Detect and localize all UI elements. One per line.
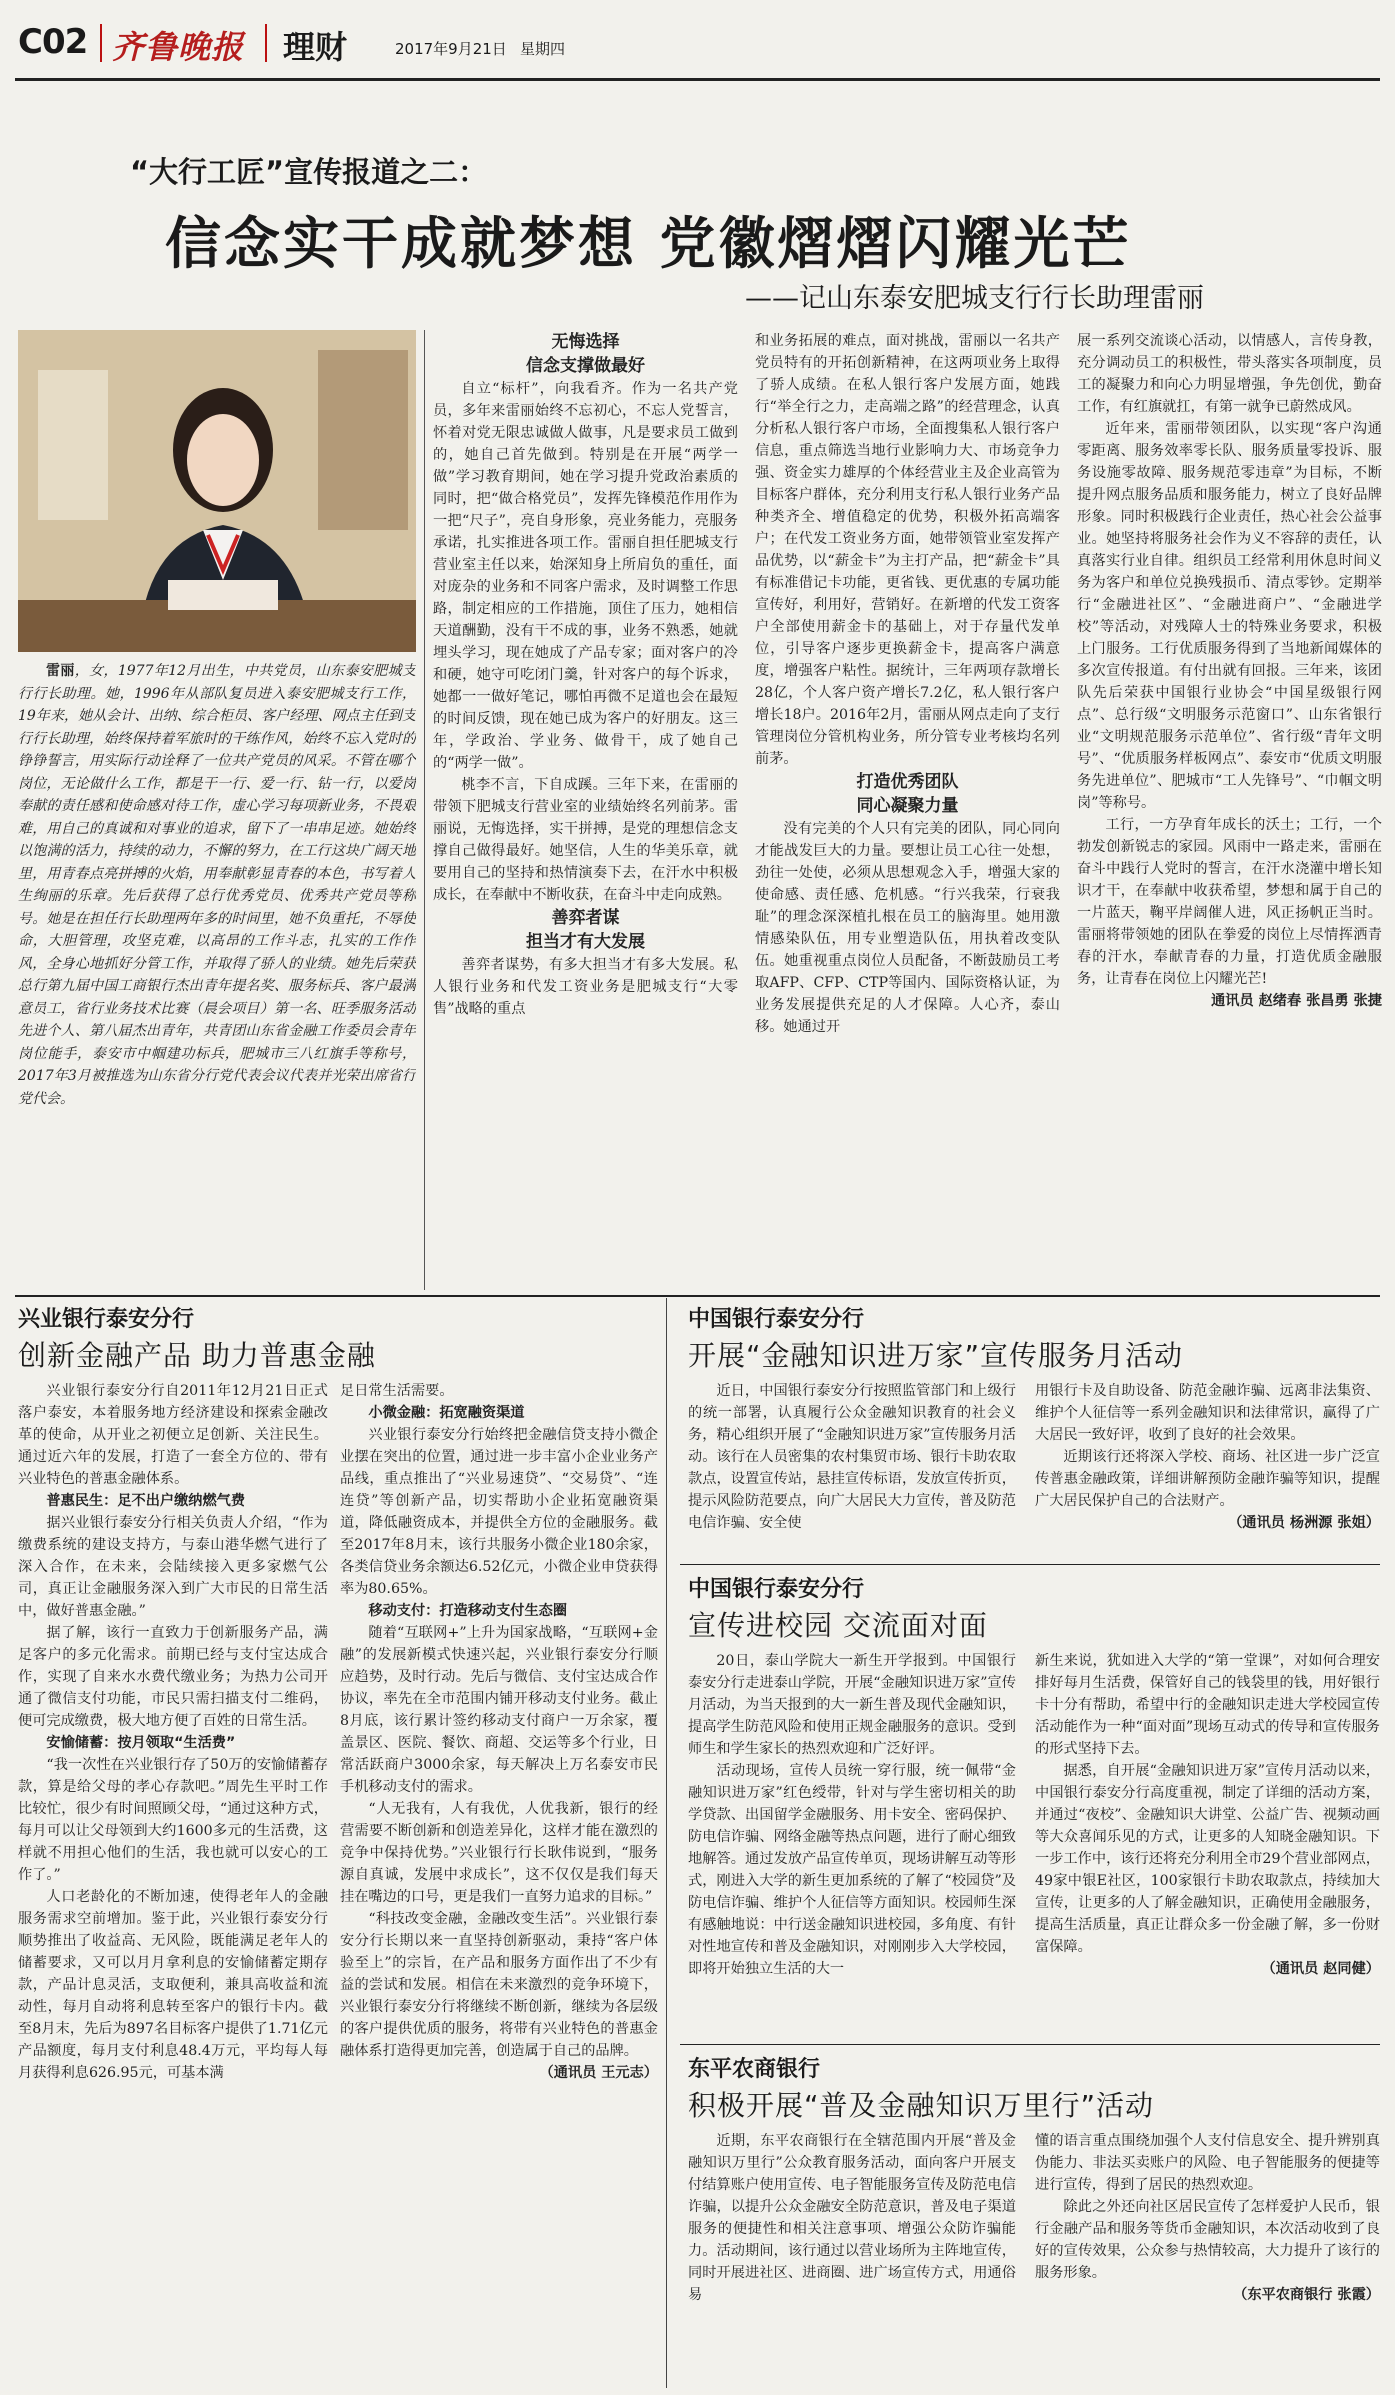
- paragraph: 据悉，自开展“金融知识进万家”宣传月活动以来，中国银行泰安分行高度重视，制定了详细的活动方案，并通过“夜校”、金融知识大讲堂、公益广告、视频动画等大众喜闻乐见的方式，让更多的人知晓金融知识。下一步工作中，该行还将充分利用全市29个营业部网点，49家中银E社区，100家银行卡助农取款点，持续加大宣传，让更多的人了解金融知识，正确使用金融服务，提高生活质量，真正让群众多一份金融了解，多一份财富保障。: [1035, 1763, 1380, 1955]
- bio-name: 雷丽: [46, 663, 75, 679]
- section-subheading: 担当才有大发展: [526, 932, 645, 952]
- paragraph: 据了解，该行一直致力于创新服务产品，满足客户的多元化需求。前期已经与支付宝达成合作，实现了自来水水费代缴业务；为热力公司开通了微信支付功能，市民只需扫描支付二维码，便可完成缴费，极大地方便了百姓的日常生活。: [18, 1625, 328, 1729]
- section-subheading: 善弈者谋: [551, 908, 620, 928]
- a2-column-1: [688, 1380, 1016, 1558]
- section-subheading: 同心凝聚力量: [856, 796, 959, 816]
- byline-credit: 通讯员 赵绪春 张昌勇 张捷: [1211, 993, 1382, 1009]
- paragraph: 随着“互联网+”上升为国家战略，“互联网+金融”的发展新模式快速兴起，兴业银行泰安分行顺应趋势，及时行动。先后与微信、支付宝达成合作协议，率先在全市范围内铺开移动支付业务。截止8月底，该行累计签约移动支付商户一万余家，覆盖景区、医院、餐饮、商超、交运等多个行业，日常活跃商户3000余家，每天解决上万名泰安市民手机移动支付的需求。: [340, 1625, 658, 1795]
- issue-date: 2017年9月21日: [395, 40, 507, 58]
- byline-credit: （东平农商银行 张霞）: [1233, 2287, 1380, 2303]
- paragraph: 足日常生活需要。: [340, 1383, 454, 1399]
- a1-headline: 创新金融产品 助力普惠金融: [18, 1339, 376, 1372]
- paragraph: 工行，一方孕育年成长的沃土；工行，一个勃发创新锐志的家园。风雨中一路走来，雷丽在奋斗中践行人党时的誓言，在汗水浇灌中增长知识才干，在奉献中收获希望，梦想和属于自己的一片蓝天，鞠平岸阔催人进，风正扬帆正当时。雷丽将带领她的团队在拳爱的岗位上尽情挥洒青春的汗水，奉献青春的力量，打造优质金融服务，让青春在岗位上闪耀光芒!: [1077, 817, 1382, 987]
- a1-column-1: [18, 1380, 328, 2385]
- paragraph: 兴业银行泰安分行自2011年12月21日正式落户泰安，本着服务地方经济建设和探索金融改革的使命，从开业之初便立足创新、关注民生。通过近六年的发展，打造了一套全方位的、带有兴业特色的普惠金融体系。: [18, 1383, 328, 1487]
- masthead: [0, 0, 1395, 78]
- a3-org: 中国银行泰安分行: [688, 1577, 865, 1602]
- paragraph: 桃李不言，下自成蹊。三年下来，在雷丽的带领下肥城支行营业室的业绩始终名列前茅。雷丽说，无悔选择，实干拼搏，是党的理想信念支撑自己做得最好。她坚信，人生的华美乐章，就要用自己的坚持和热情演奏下去，在汗水中积极成长，在奉献中不断收获，在奋斗中走向成熟。: [433, 777, 738, 903]
- page-number: C02: [18, 22, 88, 62]
- byline-credit: （通讯员 王元志）: [539, 2065, 658, 2081]
- lead-subhead: ——记山东泰安肥城支行行长助理雷丽: [745, 283, 1204, 314]
- a2-rule: [680, 1564, 1380, 1565]
- a3-rule: [680, 2044, 1380, 2045]
- lead-kicker: “大行工匠”宣传报道之二：: [130, 155, 488, 189]
- paragraph: 展一系列交流谈心活动，以情感人，言传身教，充分调动员工的积极性，带头落实各项制度，员工的凝聚力和向心力明显增强，争先创优，勤奋工作，有红旗就扛，有第一就争已蔚然成风。: [1077, 333, 1382, 415]
- lead-column-3: [1077, 330, 1382, 1292]
- a4-headline: 积极开展“普及金融知识万里行”活动: [688, 2089, 1155, 2122]
- paragraph: 除此之外还向社区居民宣传了怎样爱护人民币，银行金融产品和服务等货币金融知识，本次活动收到了良好的宣传效果，公众参与热情较高，大力提升了该行的服务形象。: [1035, 2199, 1380, 2281]
- a1-org: 兴业银行泰安分行: [18, 1307, 195, 1332]
- paragraph: “人无我有，人有我优，人优我新，银行的经营需要不断创新和创造差异化，这样才能在激烈的竞争中保持优势。”兴业银行行长耿伟说到，“服务源自真诚，发展中求成长”，这不仅仅是我们每天挂在嘴边的口号，更是我们一直努力追求的目标。”: [340, 1801, 658, 1905]
- paragraph: 据兴业银行泰安分行相关负责人介绍，“作为缴费系统的建设支持方，与泰山港华燃气进行了深入合作，在未来，会陆续接入更多家燃气公司，真正让金融服务深入到广大市民的日常生活中，做好普惠金融。”: [18, 1515, 328, 1619]
- masthead-divider: [100, 24, 102, 62]
- paragraph: 善弈者谋势，有多大担当才有多大发展。私人银行业务和代发工资业务是肥城支行“大零售”战略的重点: [433, 957, 738, 1017]
- paragraph: 自立“标杆”，向我看齐。作为一名共产党员，多年来雷丽始终不忘初心，不忘人党誓言，怀着对党无限忠诚做人做事，凡是要求员工做到的，她自己首先做到。特别是在开展“两学一做”学习教育期间，她在学习提升党政治素质的同时，把“做合格党员”，发挥先锋模范作用作为一把“尺子”，亮自身形象，亮业务能力，亮服务承诺，扎实推进各项工作。雷丽自担任肥城支行营业室主任以来，始深知身上所肩负的重任，面对庞杂的业务和不同客户需求，及时调整工作思路，制定相应的工作措施，顶住了压力，她相信天道酬勤，没有干不成的事，业务不熟悉，她就埋头学习，现在她成了产品专家；面对客户的冷和硬，她守可吃闭门羹，针对客户的每个诉求，她都一一做好笔记，哪怕再微不足道也会在最短的时间反馈，现在她已成为客户的好朋友。这三年，学政治、学业务、做骨干，成了她自己的“两学一做”。: [433, 381, 738, 771]
- section-subheading: 无悔选择: [551, 332, 620, 352]
- vertical-divider: [666, 1298, 667, 2388]
- paragraph: 近期该行还将深入学校、商场、社区进一步广泛宣传普惠金融政策，详细讲解预防金融诈骗等知识，提醒广大居民保护自己的合法财产。: [1035, 1449, 1380, 1509]
- paragraph: 近日，中国银行泰安分行按照监管部门和上级行的统一部署，认真履行公众金融知识教育的社会义务，精心组织开展了“金融知识进万家”宣传服务月活动。该行在人员密集的农村集贸市场、银行卡助农取款点，设置宣传站，悬挂宣传标语，发放宣传折页，提示风险防范要点，向广大居民大力宣传，普及防范电信诈骗、安全使: [688, 1383, 1016, 1531]
- paper-logo: 齐鲁晚报: [112, 28, 245, 66]
- a1-column-2: [340, 1380, 658, 2385]
- section-rule: [15, 1295, 1380, 1297]
- lead-column-1: [433, 330, 738, 1292]
- a2-headline: 开展“金融知识进万家”宣传服务月活动: [688, 1339, 1184, 1372]
- paragraph: 近年来，雷丽带领团队，以实现“客户沟通零距离、服务效率零长队、服务质量零投诉、服务设施零故障、服务规范零违章”为目标，不断提升网点服务品质和服务能力，树立了良好品牌形象。同时积极践行企业责任，热心社会公益事业。她坚持将服务社会作为义不容辞的责任，认真落实行业自律。组织员工经常利用休息时间义务为客户和单位兑换残损币、清点零钞。定期举行“金融进社区”、“金融进商户”、“金融进学校”等活动，对残障人士的特殊业务要求，积极上门服务。工行优质服务得到了当地新闻媒体的多次宣传报道。有付出就有回报。三年来，该团队先后荣获中国银行业协会“中国星级银行网点”、总行级“文明服务示范窗口”、山东省银行业“文明规范服务示范单位”、省行级“青年文明号”、“优质服务样板网点”、泰安市“优质文明服务先进单位”、肥城市“工人先锋号”、“巾帼文明岗”等称号。: [1077, 421, 1382, 811]
- a2-column-2: [1035, 1380, 1380, 1558]
- section-subheading: 信念支撑做最好: [526, 356, 645, 376]
- paragraph: 人口老龄化的不断加速，使得老年人的金融服务需求空前增加。鉴于此，兴业银行泰安分行顺势推出了收益高、无风险，既能满足老年人的储蓄要求，又可以月月拿利息的安愉储蓄定期存款，产品计息灵活，支取便利，兼具高收益和流动性，每月自动将利息转至客户的银行卡内。截至8月末，先后为897名目标客户提供了1.71亿元产品额度，每月支付利息48.4万元，平均每人每月获得利息626.95元，可基本满: [18, 1889, 328, 2081]
- paragraph: 兴业银行泰安分行始终把金融信贷支持小微企业摆在突出的位置，通过进一步丰富小企业业务产品线，重点推出了“兴业易速贷”、“交易贷”、“连连贷”等创新产品，切实帮助小企业拓宽融资渠道，降低融资成本，并提供全方位的金融服务。截至2017年8月末，该行共服务小微企业180余家，各类信贷业务余额达6.52亿元，小微企业申贷获得率为80.65%。: [340, 1427, 658, 1597]
- byline-credit: （通讯员 赵同健）: [1261, 1961, 1380, 1977]
- paragraph: 用银行卡及自助设备、防范金融诈骗、远离非法集资、维护个人征信等一系列金融知识和法律常识，赢得了广大居民一致好评，收到了良好的社会效果。: [1035, 1383, 1380, 1443]
- masthead-rule: [15, 78, 1380, 81]
- inline-heading: 移动支付：打造移动支付生态圈: [368, 1603, 568, 1619]
- paragraph: 近期，东平农商银行在全辖范围内开展“普及金融知识万里行”公众教育服务活动，面向客户开展支付结算账户使用宣传、电子智能服务宣传及防范电信诈骗，以提升公众金融安全防范意识，普及电子渠道服务的便捷性和相关注意事项、增强公众防诈骗能力。活动期间，该行通过以营业场所为主阵地宣传，同时开展进社区、进商圈、进广场宣传方式，用通俗易: [688, 2133, 1016, 2303]
- section-name: 理财: [283, 28, 348, 66]
- inline-heading: 普惠民生：足不出户缴纳燃气费: [46, 1493, 246, 1509]
- paragraph: 和业务拓展的难点，面对挑战，雷丽以一名共产党员特有的开拓创新精神，在这两项业务上取得了骄人成绩。在私人银行客户发展方面，她践行“举全行之力，走高端之路”的经营理念，认真分析私人银行客户市场，全面搜集私人银行客户信息，重点筛选当地行业影响力大、市场竞争力强、资金实力雄厚的个体经营业主及企业高管为目标客户群体，充分利用支行私人银行业务产品种类齐全、增值稳定的优势，积极外拓高端客户；在代发工资业务方面，她带领管业室发挥产品优势，以“薪金卡”为主打产品，把“薪金卡”具有标准借记卡功能，更省钱、更优惠的专属功能宣传好，利用好，营销好。在新增的代发工资客户全部使用薪金卡的基础上，对于存量代发单位，引导客户逐步更换薪金卡，提高客户满意度，增强客户粘性。据统计，三年两项存款增长28亿，个人客户资产增长7.2亿，私人银行客户增长18户。2016年2月，雷丽从网点走向了支行管理岗位分管机构业务，所分管专业考核均名列前茅。: [755, 333, 1060, 767]
- bio-text: ，女，1977年12月出生，中共党员，山东泰安肥城支行行长助理。她，1996年从部队复员进入泰安肥城支行工作，19年来，她从会计、出纳、综合柜员、客户经理、网点主任到支行行长助理，始终保持着军旅时的干练作风，始终不忘入党时的铮铮誓言，用实际行动诠释了一位共产党员的风采。不管在哪个岗位，无论做什么工作，都是干一行、爱一行、钻一行，以爱岗奉献的责任感和使命感对待工作，虚心学习每项新业务，不畏艰难，用自己的真诚和对事业的追求，留下了一串串足迹。她始终以饱满的活力，持续的动力，不懈的努力，在工行这块广阔天地里，用青春点亮拼搏的火焰，用奉献彰显青春的本色，书写着人生绚丽的乐章。先后获得了总行优秀党员、优秀共产党员等称号。她是在担任行长助理两年多的时间里，她不负重托，不辱使命，大胆管理，攻坚克难，以高昂的工作斗志，扎实的工作作风，全身心地抓好分管工作，并取得了骄人的业绩。她先后荣获总行第九届中国工商银行杰出青年提名奖、服务标兵、客户最满意员工，省行业务技术比赛（晨会项目）第一名、旺季服务活动先进个人、第八届杰出青年，共青团山东省金融工作委员会青年岗位能手，泰安市中帼建功标兵，肥城市三八红旗手等称号，2017年3月被推选为山东省分行党代表会议代表并光荣出席省行党代会。: [18, 663, 416, 1107]
- lead-col-divider-1: [424, 330, 425, 1290]
- paragraph: 懂的语言重点围绕加强个人支付信息安全、提升辨别真伪能力、非法买卖账户的风险、电子智能服务的便捷等进行宣传，得到了居民的热烈欢迎。: [1035, 2133, 1380, 2193]
- a3-headline: 宣传进校园 交流面对面: [688, 1609, 988, 1642]
- lead-bio: [18, 660, 416, 1280]
- inline-heading: 安愉储蓄：按月领取“生活费”: [46, 1735, 236, 1751]
- paragraph: 新生来说，犹如进入大学的“第一堂课”，对如何合理安排好每月生活费，保管好自己的钱袋里的钱，用好银行卡十分有帮助，希望中行的金融知识走进大学校园宣传活动能作为一种“面对面”现场互动式的传导和宣传服务的形式坚持下去。: [1035, 1653, 1380, 1757]
- paragraph: “我一次性在兴业银行存了50万的安愉储蓄存款，算是给父母的孝心存款吧。”周先生平时工作比较忙，很少有时间照顾父母，“通过这种方式，每月可以让父母领到大约1600多元的生活费，这样就不用担心他们的生活，我也就可以安心的工作了。”: [18, 1757, 328, 1883]
- paragraph: 20日，泰山学院大一新生开学报到。中国银行泰安分行走进泰山学院，开展“金融知识进万家”宣传月活动，为当天报到的大一新生普及现代金融知识，提高学生防范风险和使用正规金融服务的意识。受到师生和学生家长的热烈欢迎和广泛好评。: [688, 1653, 1016, 1757]
- issue-weekday: 星期四: [520, 40, 566, 58]
- lead-column-2: [755, 330, 1060, 1292]
- a4-column-1: [688, 2130, 1016, 2385]
- paragraph: 没有完美的个人只有完美的团队，同心同向才能战发巨大的力量。要想让员工心往一处想，劲往一处使，必须从思想观念入手，增强大家的使命感、责任感、危机感。“行兴我荣，行衰我耻”的理念深深植扎根在员工的脑海里。她用激情感染队伍，用专业塑造队伍，用执着改变队伍。她重视重点岗位人员配备，不断鼓励员工考取AFP、CFP、CTP等国内、国际资格认证，为业务发展提供充足的人才保障。人心齐，泰山移。她通过开: [755, 821, 1060, 1035]
- masthead-divider-2: [265, 24, 267, 62]
- a2-org: 中国银行泰安分行: [688, 1307, 865, 1332]
- a4-org: 东平农商银行: [688, 2057, 821, 2082]
- portrait-figure: [18, 330, 416, 652]
- a3-column-1: [688, 1650, 1016, 2038]
- portrait-photo: [18, 330, 416, 652]
- paragraph: 活动现场，宣传人员统一穿行服，统一佩带“金融知识进万家”红色绶带，针对与学生密切相关的助学贷款、出国留学金融服务、用卡安全、密码保护、防电信诈骗、网络金融等热点问题，进行了耐心细致地解答。通过发放产品宣传单页，现场讲解互动等形式，刚进入大学的新生更加系统的了解了“校园贷”及防电信诈骗、维护个人征信等方面知识。校园师生深有感触地说：中行送金融知识进校园，多角度、有针对性地宣传和普及金融知识，对刚刚步入大学校园，即将开始独立生活的大一: [688, 1763, 1016, 1977]
- a4-column-2: [1035, 2130, 1380, 2385]
- section-subheading: 打造优秀团队: [856, 772, 959, 792]
- byline-credit: （通讯员 杨洲源 张姐）: [1228, 1515, 1380, 1531]
- inline-heading: 小微金融：拓宽融资渠道: [368, 1405, 525, 1421]
- lead-headline: 信念实干成就梦想 党徽熠熠闪耀光芒: [165, 212, 1132, 277]
- a3-column-2: [1035, 1650, 1380, 2038]
- paragraph: “科技改变金融，金融改变生活”。兴业银行泰安分行长期以来一直坚持创新驱动，秉持“客户体验至上”的宗旨，在产品和服务方面作出了不少有益的尝试和发展。相信在未来激烈的竞争环境下，兴业银行泰安分行将继续不断创新，继续为各层级的客户提供优质的服务，将带有兴业特色的普惠金融体系打造得更加完善，创造属于自己的品牌。: [340, 1911, 658, 2059]
